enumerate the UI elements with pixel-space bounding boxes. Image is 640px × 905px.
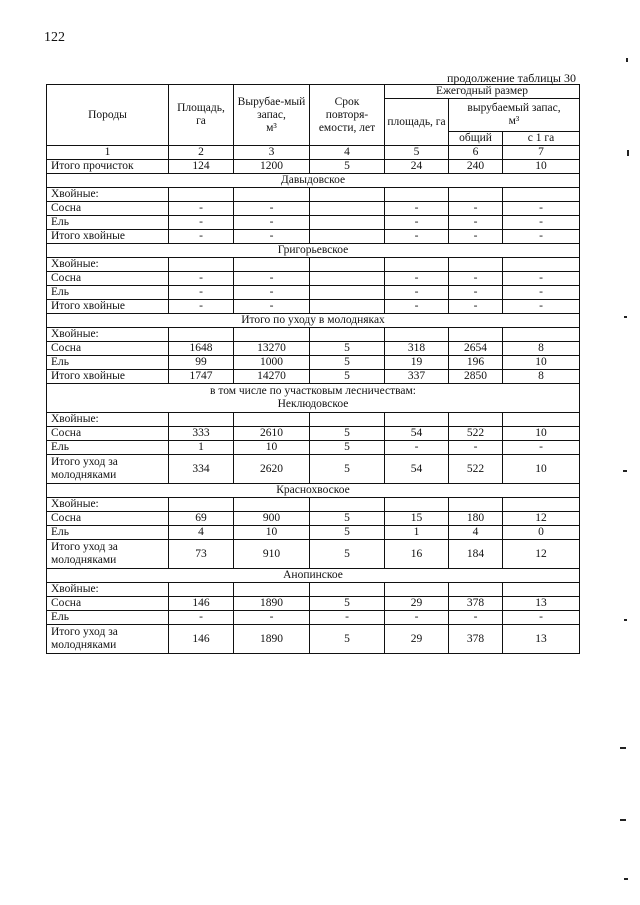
cell-annual-area: [385, 188, 449, 202]
cell-cut-stock: -: [234, 202, 310, 216]
cell-annual-area: 24: [385, 160, 449, 174]
cell-annual-total: -: [449, 300, 503, 314]
cell-annual-area: 1: [385, 526, 449, 540]
cell-annual-total: 2654: [449, 342, 503, 356]
cell-repeat-period: [310, 328, 385, 342]
cell-annual-area: -: [385, 230, 449, 244]
cell-annual-area: 19: [385, 356, 449, 370]
table-row: [47, 342, 580, 356]
cell-species: Итого уход за молодняками: [47, 540, 169, 569]
cell-annual-per-ha: [503, 413, 580, 427]
cell-area: 334: [169, 455, 234, 484]
cell-cut-stock: 1200: [234, 160, 310, 174]
cell-annual-per-ha: 0: [503, 526, 580, 540]
cell-area: 146: [169, 597, 234, 611]
cell-repeat-period: 5: [310, 356, 385, 370]
table-row: [47, 356, 580, 370]
header-cut-stock-unit: м³: [266, 121, 277, 134]
cell-repeat-period: [310, 230, 385, 244]
cell-species: Итого уход за молодняками: [47, 455, 169, 484]
header-annual-size: Ежегодный размер: [385, 85, 580, 99]
column-number: 7: [503, 146, 580, 160]
cell-species: Ель: [47, 216, 169, 230]
cell-repeat-period: [310, 188, 385, 202]
cell-annual-area: -: [385, 611, 449, 625]
cell-species: Хвойные:: [47, 413, 169, 427]
cell-repeat-period: 5: [310, 342, 385, 356]
table-row: [47, 370, 580, 384]
cell-cut-stock: [234, 188, 310, 202]
cell-annual-total: 196: [449, 356, 503, 370]
cell-annual-area: [385, 258, 449, 272]
column-number: 2: [169, 146, 234, 160]
cell-cut-stock: -: [234, 216, 310, 230]
table-row: [47, 597, 580, 611]
cell-annual-area: 337: [385, 370, 449, 384]
cell-cut-stock: 1000: [234, 356, 310, 370]
cell-annual-total: 378: [449, 625, 503, 654]
cell-area: 333: [169, 427, 234, 441]
cell-annual-total: [449, 188, 503, 202]
scan-mark: [620, 747, 626, 749]
cell-species: Итого хвойные: [47, 230, 169, 244]
column-number: 3: [234, 146, 310, 160]
cell-species: Хвойные:: [47, 328, 169, 342]
cell-species: Хвойные:: [47, 188, 169, 202]
cell-annual-area: [385, 583, 449, 597]
cell-annual-area: 318: [385, 342, 449, 356]
table-row: [47, 441, 580, 455]
cell-annual-per-ha: 13: [503, 597, 580, 611]
section-row: [47, 314, 580, 328]
cell-annual-per-ha: 8: [503, 370, 580, 384]
cell-annual-per-ha: 10: [503, 455, 580, 484]
header-cut-stock-label: Вырубае-мый запас,: [237, 95, 306, 121]
cell-cut-stock: -: [234, 230, 310, 244]
section-title: [47, 384, 580, 413]
section-name: Неклюдовское: [277, 398, 349, 410]
section-title: Краснохвоское: [47, 484, 580, 498]
header-annual-stock: [449, 99, 580, 132]
cell-repeat-period: 5: [310, 512, 385, 526]
cell-area: [169, 413, 234, 427]
cell-annual-per-ha: 10: [503, 356, 580, 370]
cell-area: [169, 583, 234, 597]
cell-repeat-period: [310, 216, 385, 230]
header-annual-area: площадь, га: [385, 99, 449, 146]
header-repeat-period: Срок повторя-емости, лет: [310, 85, 385, 146]
cell-cut-stock: 2620: [234, 455, 310, 484]
cell-annual-total: [449, 583, 503, 597]
cell-annual-per-ha: 10: [503, 427, 580, 441]
section-row: [47, 384, 580, 413]
cell-annual-area: 54: [385, 427, 449, 441]
cell-area: 73: [169, 540, 234, 569]
table-row: [47, 160, 580, 174]
table-row: [47, 216, 580, 230]
table-row: [47, 611, 580, 625]
cell-repeat-period: [310, 258, 385, 272]
cell-annual-per-ha: -: [503, 202, 580, 216]
header-per-ha: с 1 га: [503, 132, 580, 146]
cell-annual-total: -: [449, 611, 503, 625]
cell-repeat-period: 5: [310, 455, 385, 484]
cell-area: -: [169, 286, 234, 300]
cell-cut-stock: 10: [234, 441, 310, 455]
section-row: [47, 174, 580, 188]
cell-annual-per-ha: -: [503, 230, 580, 244]
scan-mark: [624, 316, 627, 318]
cell-annual-total: -: [449, 230, 503, 244]
cell-area: -: [169, 202, 234, 216]
cell-area: 1: [169, 441, 234, 455]
cell-annual-per-ha: [503, 328, 580, 342]
table-row: [47, 540, 580, 569]
cell-annual-area: [385, 413, 449, 427]
cell-annual-per-ha: 13: [503, 625, 580, 654]
cell-annual-total: -: [449, 441, 503, 455]
cell-repeat-period: 5: [310, 526, 385, 540]
table-row: [47, 272, 580, 286]
cell-annual-area: 15: [385, 512, 449, 526]
cell-annual-total: 522: [449, 427, 503, 441]
table-row: [47, 625, 580, 654]
cell-annual-area: [385, 328, 449, 342]
table-caption: продолжение таблицы 30: [446, 71, 576, 85]
table-row: [47, 258, 580, 272]
cell-species: Сосна: [47, 427, 169, 441]
cell-annual-per-ha: [503, 583, 580, 597]
table-row: [47, 413, 580, 427]
cell-area: 124: [169, 160, 234, 174]
table-body: [47, 85, 580, 654]
cell-area: [169, 498, 234, 512]
scan-mark: [626, 58, 628, 62]
cell-annual-per-ha: [503, 258, 580, 272]
cell-annual-per-ha: 8: [503, 342, 580, 356]
cell-annual-total: 240: [449, 160, 503, 174]
table-row: [47, 526, 580, 540]
cell-species: Сосна: [47, 512, 169, 526]
cell-species: Итого хвойные: [47, 300, 169, 314]
cell-cut-stock: 910: [234, 540, 310, 569]
scan-mark: [624, 619, 627, 621]
table-row: [47, 455, 580, 484]
cell-species: Сосна: [47, 342, 169, 356]
cell-annual-per-ha: -: [503, 272, 580, 286]
cell-annual-total: [449, 413, 503, 427]
cell-annual-total: -: [449, 202, 503, 216]
cell-cut-stock: 14270: [234, 370, 310, 384]
cell-cut-stock: [234, 258, 310, 272]
header-cut-stock: [234, 85, 310, 146]
section-row: [47, 484, 580, 498]
cell-repeat-period: 5: [310, 625, 385, 654]
cell-species: Ель: [47, 356, 169, 370]
section-title: Анопинское: [47, 569, 580, 583]
cell-area: -: [169, 216, 234, 230]
cell-repeat-period: [310, 413, 385, 427]
cell-repeat-period: -: [310, 611, 385, 625]
cell-annual-area: 29: [385, 597, 449, 611]
scan-mark: [627, 150, 629, 156]
cell-cut-stock: 1890: [234, 625, 310, 654]
cell-repeat-period: [310, 583, 385, 597]
cell-species: Хвойные:: [47, 498, 169, 512]
cell-repeat-period: 5: [310, 540, 385, 569]
cell-annual-total: [449, 328, 503, 342]
cell-cut-stock: -: [234, 611, 310, 625]
cell-annual-total: -: [449, 286, 503, 300]
cell-species: Ель: [47, 526, 169, 540]
table-row: [47, 300, 580, 314]
cell-annual-total: [449, 498, 503, 512]
cell-repeat-period: [310, 300, 385, 314]
cell-annual-total: 4: [449, 526, 503, 540]
cell-annual-area: 29: [385, 625, 449, 654]
cell-annual-per-ha: [503, 498, 580, 512]
cell-area: 1648: [169, 342, 234, 356]
cell-cut-stock: 900: [234, 512, 310, 526]
cell-species: Итого прочисток: [47, 160, 169, 174]
section-row: [47, 244, 580, 258]
cell-annual-total: 378: [449, 597, 503, 611]
header-annual-stock-label: вырубаемый запас,: [467, 102, 561, 114]
cell-cut-stock: [234, 328, 310, 342]
cell-annual-total: 180: [449, 512, 503, 526]
cell-repeat-period: [310, 202, 385, 216]
scan-mark: [620, 819, 626, 821]
cell-area: 99: [169, 356, 234, 370]
table-row: [47, 286, 580, 300]
cell-annual-area: -: [385, 300, 449, 314]
cell-annual-per-ha: 12: [503, 512, 580, 526]
cell-annual-total: 522: [449, 455, 503, 484]
cell-repeat-period: 5: [310, 370, 385, 384]
cell-cut-stock: 10: [234, 526, 310, 540]
header-annual-stock-unit: м³: [508, 115, 520, 127]
section-title: Давыдовское: [47, 174, 580, 188]
cell-species: Хвойные:: [47, 583, 169, 597]
table-row: [47, 498, 580, 512]
section-subtitle: в том числе по участковым лесничествам:: [210, 385, 416, 397]
cell-annual-area: [385, 498, 449, 512]
cell-area: 69: [169, 512, 234, 526]
cell-cut-stock: 2610: [234, 427, 310, 441]
cell-cut-stock: -: [234, 300, 310, 314]
column-number: 4: [310, 146, 385, 160]
cell-area: 146: [169, 625, 234, 654]
section-title: Григорьевское: [47, 244, 580, 258]
page-number: 122: [44, 30, 65, 45]
cell-species: Сосна: [47, 272, 169, 286]
cell-annual-per-ha: -: [503, 286, 580, 300]
cell-annual-per-ha: 10: [503, 160, 580, 174]
table-row: [47, 230, 580, 244]
cell-annual-total: [449, 258, 503, 272]
header-total: общий: [449, 132, 503, 146]
cell-annual-area: 16: [385, 540, 449, 569]
cell-annual-per-ha: 12: [503, 540, 580, 569]
cell-annual-area: -: [385, 202, 449, 216]
column-number: 5: [385, 146, 449, 160]
cell-annual-per-ha: -: [503, 216, 580, 230]
cell-annual-total: -: [449, 272, 503, 286]
header-area: Площадь, га: [169, 85, 234, 146]
cell-species: Ель: [47, 441, 169, 455]
logging-volume-table: [46, 84, 580, 654]
cell-cut-stock: [234, 583, 310, 597]
cell-area: [169, 258, 234, 272]
section-title: Итого по уходу в молодняках: [47, 314, 580, 328]
cell-species: Итого хвойные: [47, 370, 169, 384]
table-row: [47, 328, 580, 342]
cell-repeat-period: 5: [310, 597, 385, 611]
cell-repeat-period: [310, 272, 385, 286]
header-row-1: [47, 85, 580, 99]
scan-mark: [624, 878, 628, 880]
column-number: 1: [47, 146, 169, 160]
cell-repeat-period: 5: [310, 427, 385, 441]
cell-annual-total: -: [449, 216, 503, 230]
cell-area: -: [169, 300, 234, 314]
cell-cut-stock: 13270: [234, 342, 310, 356]
cell-repeat-period: [310, 498, 385, 512]
table-row: [47, 512, 580, 526]
cell-annual-area: -: [385, 286, 449, 300]
cell-repeat-period: [310, 286, 385, 300]
cell-annual-per-ha: [503, 188, 580, 202]
cell-area: [169, 188, 234, 202]
cell-species: Ель: [47, 286, 169, 300]
cell-annual-per-ha: -: [503, 300, 580, 314]
table-row: [47, 583, 580, 597]
cell-area: 1747: [169, 370, 234, 384]
cell-repeat-period: 5: [310, 441, 385, 455]
cell-cut-stock: 1890: [234, 597, 310, 611]
table-row: [47, 188, 580, 202]
cell-species: Хвойные:: [47, 258, 169, 272]
scan-mark: [623, 470, 627, 472]
cell-annual-area: -: [385, 272, 449, 286]
cell-species: Итого уход за молодняками: [47, 625, 169, 654]
cell-annual-per-ha: -: [503, 611, 580, 625]
cell-cut-stock: -: [234, 272, 310, 286]
cell-area: [169, 328, 234, 342]
cell-annual-total: 184: [449, 540, 503, 569]
table-row: [47, 427, 580, 441]
cell-area: 4: [169, 526, 234, 540]
header-species: Породы: [47, 85, 169, 146]
column-number: 6: [449, 146, 503, 160]
cell-annual-area: 54: [385, 455, 449, 484]
cell-annual-area: -: [385, 441, 449, 455]
cell-repeat-period: 5: [310, 160, 385, 174]
cell-cut-stock: -: [234, 286, 310, 300]
cell-area: -: [169, 611, 234, 625]
cell-annual-total: 2850: [449, 370, 503, 384]
section-row: [47, 569, 580, 583]
cell-cut-stock: [234, 413, 310, 427]
cell-annual-per-ha: -: [503, 441, 580, 455]
cell-area: -: [169, 272, 234, 286]
cell-annual-area: -: [385, 216, 449, 230]
column-number-row: [47, 146, 580, 160]
cell-species: Сосна: [47, 202, 169, 216]
table-row: [47, 202, 580, 216]
cell-species: Ель: [47, 611, 169, 625]
cell-cut-stock: [234, 498, 310, 512]
cell-area: -: [169, 230, 234, 244]
cell-species: Сосна: [47, 597, 169, 611]
